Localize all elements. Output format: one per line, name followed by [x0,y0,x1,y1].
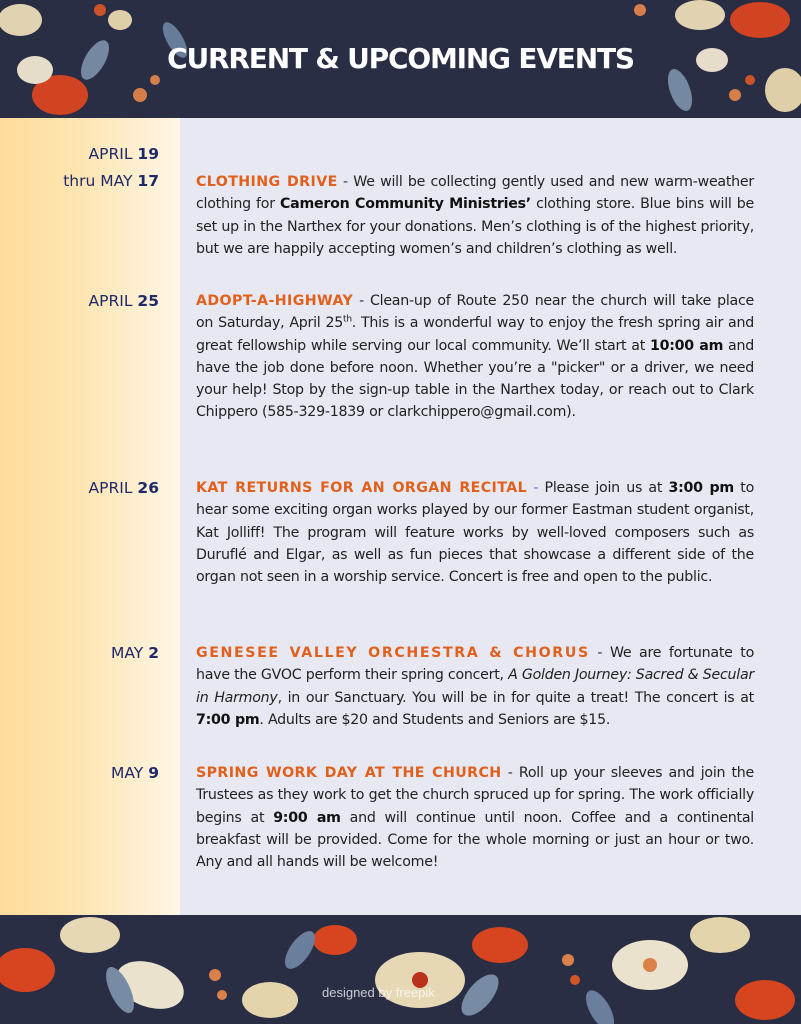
event-organ-recital [196,477,754,588]
event-text: We will be collecting gently used and new warm-weather clothing for [196,174,754,213]
event-spring-work-day [196,762,754,873]
event-text: Clean-up of Route 250 near the church will take place on Saturday, April 25 [196,293,755,332]
event-date [111,642,159,664]
date-month: thru MAY [63,172,133,190]
event-date [111,762,159,784]
event-time: 7:00 pm [196,711,260,728]
event-text: Roll up your sleeves and join the Trustees as they work to get the church spruced up for spring. The work officially begins at [196,765,755,826]
date-day: 26 [137,479,159,497]
event-time: 10:00 am [649,337,724,354]
event-text: to hear some exciting organ works played by our former Eastman student organist, Kat Jolliff! The program will feature works by well-loved composers such as Duruflé and Elgar, as well as fun pieces that showcase a different side of the organ not seen in a worship service. Concert is free and open to the public. [196,480,755,586]
header-banner [0,0,801,118]
separator-dash: - [527,480,545,496]
separator-dash: - [501,765,519,781]
date-month: APRIL [88,479,133,497]
event-text: , in our Sanctuary. You will be in for quite a treat! The concert is at [277,689,754,706]
floral-pattern-icon [0,915,801,1024]
footer-banner [0,915,801,1024]
event-time: 3:00 pm [668,480,734,496]
event-title: SPRING WORK DAY AT THE CHURCH [196,765,502,781]
event-text: . Adults are $20 and Students and Seniors are $15. [259,711,611,728]
event-title: CLOTHING DRIVE [196,174,338,190]
event-text: . This is a wonderful way to enjoy the fresh spring air and great fellowship while serving our local community. We’ll start at [196,315,754,354]
date-day: 9 [148,764,159,782]
event-time: 9:00 am [273,809,341,826]
event-clothing-drive [196,171,754,260]
designer-watermark: designed by freepik [322,985,435,1000]
event-title: ADOPT-A-HIGHWAY [196,293,354,309]
event-adopt-a-highway [196,290,754,424]
event-title: GENESEE VALLEY ORCHESTRA & CHORUS [196,645,590,661]
event-text: We are fortunate to have the GVOC perform their spring concert, [196,645,755,684]
date-day: 2 [148,644,159,662]
date-column [0,118,180,915]
event-date [89,477,159,499]
event-title: KAT RETURNS FOR AN ORGAN RECITAL [196,480,528,496]
date-day: 19 [137,145,159,163]
event-date [89,290,159,312]
date-day: 25 [137,292,159,310]
separator-dash: - [589,645,610,661]
event-date-start [89,143,159,165]
event-text: and will continue until noon. Coffee and a continental breakfast will be provided. Come for the whole morning or just an hour or two. Any and all hands will be welcome! [196,809,754,871]
page-title: CURRENT & UPCOMING EVENTS [167,42,634,75]
event-highlight: Cameron Community Ministries’ [279,196,531,213]
date-month: MAY [111,644,144,662]
event-gvoc-concert [196,642,754,731]
concert-name: A Golden Journey: Sacred & Secular in Harmony [196,667,754,706]
date-day: 17 [137,172,159,190]
event-text: and have the job done before noon. Whether you’re a "picker" or a driver, we need your help! Stop by the sign-up table in the Narthex today, or reach out to Clark Chippero (585-329-1839 or clarkchippero@gmail.com). [196,337,754,421]
separator-dash: - [337,174,354,190]
ordinal-suffix: th [343,314,352,325]
date-month: APRIL [88,145,133,163]
separator-dash: - [353,293,370,309]
event-text: clothing store. Blue bins will be set up in the Narthex for your donations. Men’s clothing is of the highest priority, but we are happily accepting women’s and children’s clothing as well. [196,196,754,257]
event-date-end [63,170,159,192]
date-month: APRIL [88,292,133,310]
event-text: Please join us at [544,480,669,496]
date-month: MAY [111,764,144,782]
